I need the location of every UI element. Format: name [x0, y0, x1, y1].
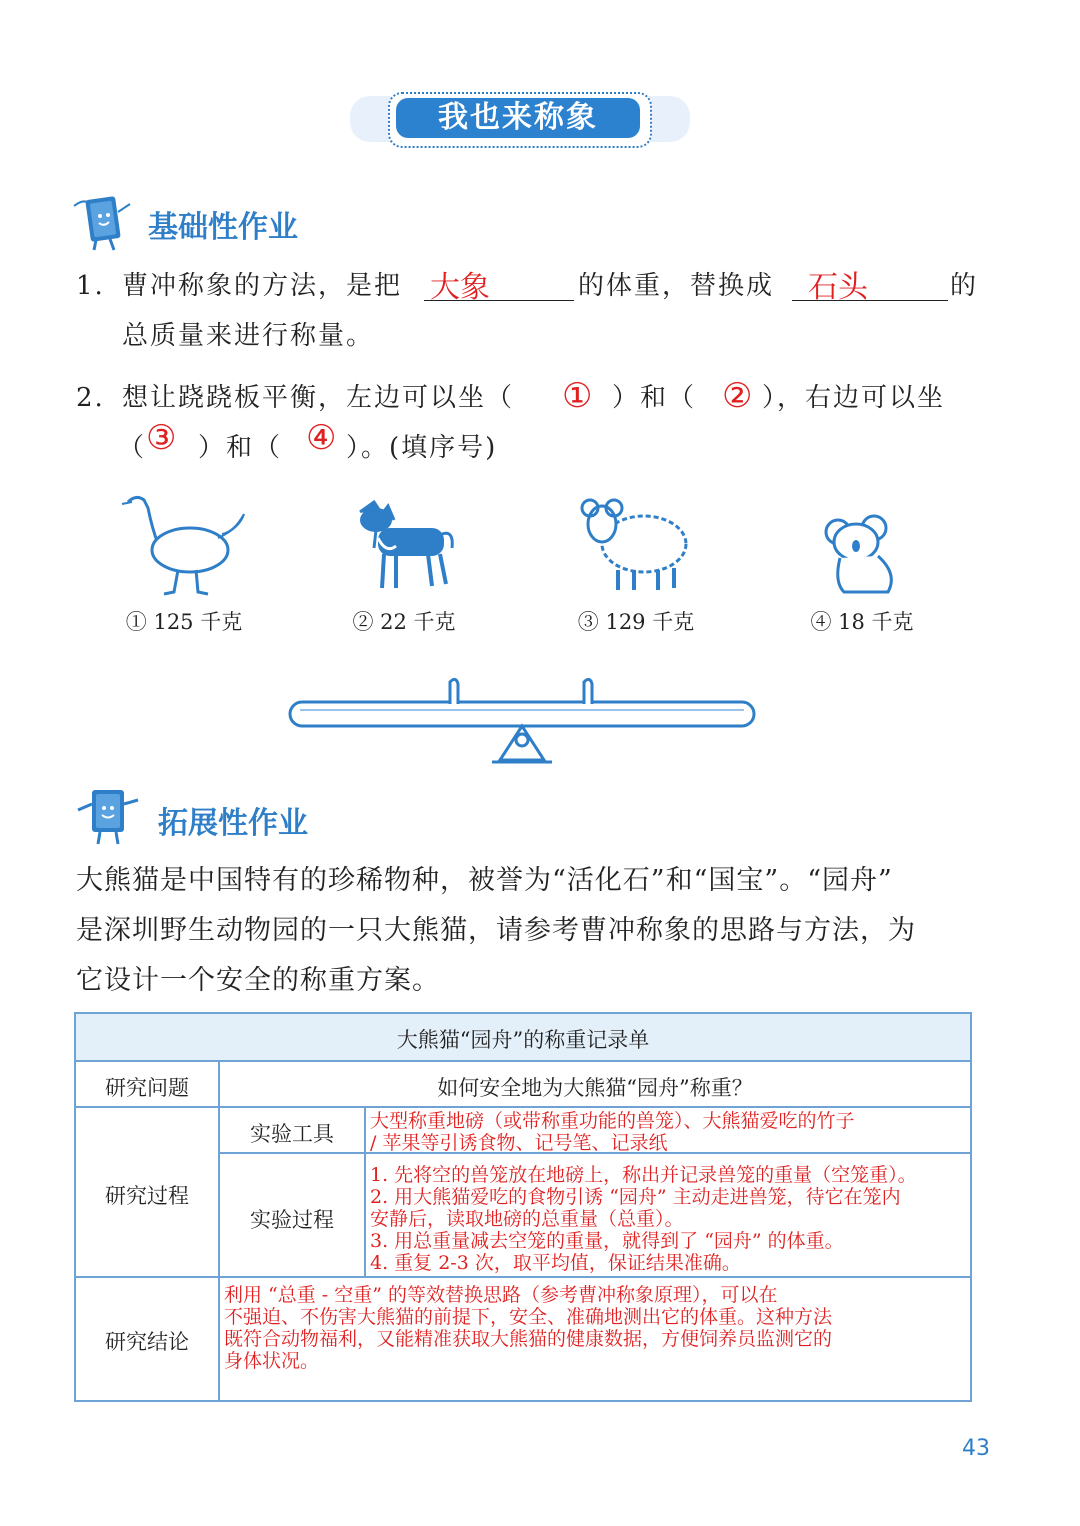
q2-answer-3: ③	[146, 418, 177, 458]
seesaw-illustration	[286, 676, 758, 768]
steps-value-line-3: 安静后，读取地磅的总重量（总重）。	[370, 1208, 684, 1230]
q2-answer-1: ①	[562, 376, 593, 416]
steps-value-line-4: 3. 用总重量减去空笼的重量，就得到了 “园舟” 的体重。	[370, 1230, 844, 1252]
steps-value-line-2: 2. 用大熊猫爱吃的食物引诱 “园舟” 主动走进兽笼，待它在笼内	[370, 1186, 901, 1208]
q2-answer-2: ②	[722, 376, 753, 416]
page-number: 43	[962, 1436, 990, 1461]
table-caption: 大熊猫“园舟”的称重记录单	[396, 1028, 650, 1052]
q1-number: 1.	[76, 271, 105, 301]
section-heading-extended: 拓展性作业	[158, 806, 308, 841]
q2-answer-4: ④	[306, 418, 337, 458]
book-mascot-2-icon	[72, 784, 142, 850]
conclusion-line-1: 利用 “总重 - 空重” 的等效替换思路（参考曹冲称象原理），可以在	[224, 1284, 778, 1306]
koala-icon	[818, 512, 904, 598]
paragraph-line-3: 它设计一个安全的称重方案。	[76, 965, 440, 996]
q1-answer-2: 石头	[808, 270, 868, 305]
row-label-steps: 实验过程	[250, 1208, 334, 1232]
table-rule	[76, 1106, 970, 1108]
q2-text-part5: ）。(填序号)	[346, 433, 498, 463]
q1-answer-1: 大象	[430, 270, 490, 305]
conclusion-line-3: 既符合动物福利，又能精准获取大熊猫的健康数据，方便饲养员监测它的	[224, 1328, 833, 1350]
section-heading-basic: 基础性作业	[148, 210, 298, 245]
steps-value-line-5: 4. 重复 2-3 次，取平均值，保证结果准确。	[370, 1252, 741, 1274]
ostrich-icon	[118, 488, 248, 598]
row-label-question: 研究问题	[105, 1076, 189, 1100]
q2-text-part4: ）和（	[198, 433, 283, 463]
animal-label-3: ③ 129 千克	[577, 610, 695, 634]
q1-text-part3: 的	[950, 271, 979, 301]
q1-text-line2: 总质量来进行称量。	[122, 321, 375, 351]
steps-value-line-1: 1. 先将空的兽笼放在地磅上，称出并记录兽笼的重量（空笼重）。	[370, 1164, 917, 1186]
tools-value-line-2: / 苹果等引诱食物、记号笔、记录纸	[370, 1132, 668, 1154]
q2-text-part3: ），右边可以坐	[762, 383, 946, 413]
sheep-icon	[578, 494, 690, 594]
q2-number: 2.	[76, 383, 105, 413]
q1-text-part2: 的体重，替换成	[578, 271, 775, 301]
tools-value-line-1: 大型称重地磅（或带称重功能的兽笼）、大熊猫爱吃的竹子	[370, 1110, 855, 1132]
weighing-record-table	[74, 1012, 972, 1402]
table-rule	[364, 1106, 366, 1276]
conclusion-line-4: 身体状况。	[224, 1350, 320, 1372]
table-rule	[76, 1276, 970, 1278]
row-label-process: 研究过程	[105, 1184, 189, 1208]
animal-label-1: ① 125 千克	[125, 610, 243, 634]
row-label-conclusion: 研究结论	[105, 1330, 189, 1354]
q1-text-part1: 曹冲称象的方法，是把	[122, 271, 403, 301]
question-value: 如何安全地为大熊猫“园舟”称重？	[437, 1076, 753, 1100]
q2-text-part1: 想让跷跷板平衡，左边可以坐（	[122, 383, 515, 413]
animal-label-2: ② 22 千克	[352, 610, 456, 634]
conclusion-line-2: 不强迫、不伤害大熊猫的前提下，安全、准确地测出它的体重。这种方法	[224, 1306, 833, 1328]
q2-text-part2: ）和（	[612, 383, 697, 413]
paragraph-line-1: 大熊猫是中国特有的珍稀物种，被誉为“活化石”和“国宝”。“园舟”	[76, 865, 893, 896]
row-label-tools: 实验工具	[250, 1122, 334, 1146]
paragraph-line-2: 是深圳野生动物园的一只大熊猫，请参考曹冲称象的思路与方法，为	[76, 915, 916, 946]
book-mascot-icon	[70, 192, 136, 254]
page-title: 我也来称象	[396, 98, 640, 138]
dog-icon	[352, 498, 456, 594]
table-rule	[76, 1060, 970, 1062]
q2-open-paren: （	[118, 433, 147, 463]
animal-label-4: ④ 18 千克	[810, 610, 914, 634]
